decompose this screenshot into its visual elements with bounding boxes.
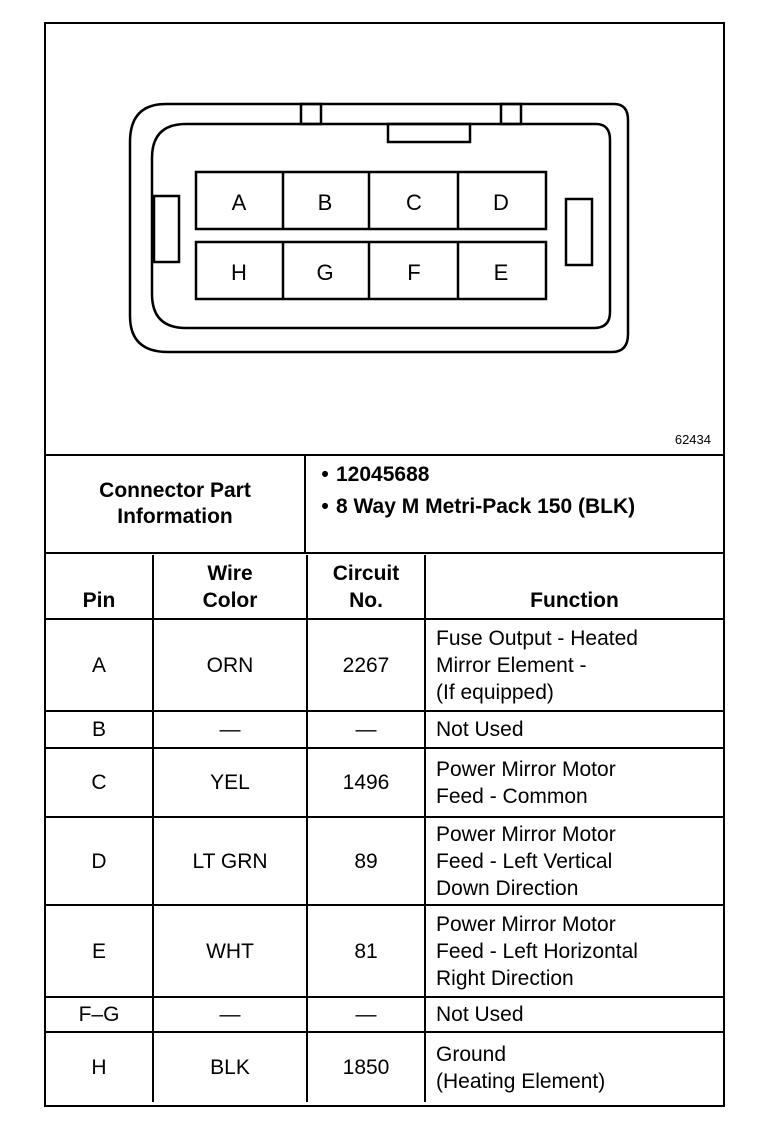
wire-color-cell: — [153,997,307,1032]
pin-cell: A [46,619,153,711]
connector-type: 8 Way M Metri-Pack 150 (BLK) [336,495,636,518]
table-row [46,711,723,748]
function-cell: Power Mirror Motor Feed - Left Vertical Down Direction [425,817,723,905]
connector-part-info [46,454,723,554]
cavity-label-b: B [317,190,333,215]
connector-end-view-frame [44,22,725,1107]
cavity-label-g: G [316,260,334,285]
circuit-cell: 2267 [307,619,425,711]
table-row [46,817,723,905]
connector-info-item [314,494,714,520]
pin-cell: F–G [46,997,153,1032]
header-wire-color [153,555,307,619]
function-cell: Ground (Heating Element) [425,1032,723,1102]
circuit-cell: 1496 [307,748,425,817]
pin-table-header [46,555,723,619]
header-circuit-line1: Circuit [332,562,400,585]
circuit-cell: 81 [307,905,425,997]
cavity-label-f: F [407,260,421,285]
cavity-label-c: C [406,190,422,215]
function-cell: Power Mirror Motor Feed - Left Horizontal Right Direction [425,905,723,997]
header-pin: Pin [46,555,153,619]
side-tab-right [566,199,592,265]
table-row [46,905,723,997]
wire-color-cell: — [153,711,307,748]
polarizing-key [388,124,470,142]
pin-cell: E [46,905,153,997]
table-row [46,997,723,1032]
header-circuit-line2: No. [349,589,383,612]
connector-info-label-line2: Information [117,505,233,528]
table-row [46,619,723,711]
pin-cell: C [46,748,153,817]
pin-cell: H [46,1032,153,1102]
table-row [46,748,723,817]
cavity-label-d: D [493,190,509,215]
latch-left [301,104,321,124]
pin-cell: B [46,711,153,748]
header-function: Function [425,555,723,619]
pin-cell: D [46,817,153,905]
cavity-label-a: A [231,190,247,215]
connector-info-list [314,462,714,526]
wire-color-cell: BLK [153,1032,307,1102]
table-row [46,1032,723,1102]
latch-right [501,104,521,124]
wire-color-cell: YEL [153,748,307,817]
wire-color-cell: LT GRN [153,817,307,905]
connector-drawing [46,24,723,454]
function-cell: Power Mirror Motor Feed - Common [425,748,723,817]
connector-info-label-line1: Connector Part [99,479,251,502]
connector-figure [46,24,723,454]
connector-info-label [46,456,306,552]
connector-info-item [314,462,714,488]
circuit-cell: 89 [307,817,425,905]
connector-inner-body [152,124,610,328]
circuit-cell: — [307,997,425,1032]
header-circuit [307,555,425,619]
bullet-icon: • [321,495,329,518]
wire-color-cell: WHT [153,905,307,997]
side-tab-left [154,196,179,262]
bullet-icon: • [321,463,329,486]
function-cell: Fuse Output - Heated Mirror Element - (If equipped) [425,619,723,711]
pin-table [46,555,723,1102]
function-cell: Not Used [425,997,723,1032]
cavity-label-h: H [231,260,247,285]
circuit-cell: — [307,711,425,748]
function-cell: Not Used [425,711,723,748]
header-wire-color-line1: Wire [207,562,253,585]
part-number: 12045688 [336,463,430,486]
header-wire-color-line2: Color [202,589,258,612]
figure-number: 62434 [674,432,711,447]
wire-color-cell: ORN [153,619,307,711]
circuit-cell: 1850 [307,1032,425,1102]
cavity-label-e: E [493,260,509,285]
